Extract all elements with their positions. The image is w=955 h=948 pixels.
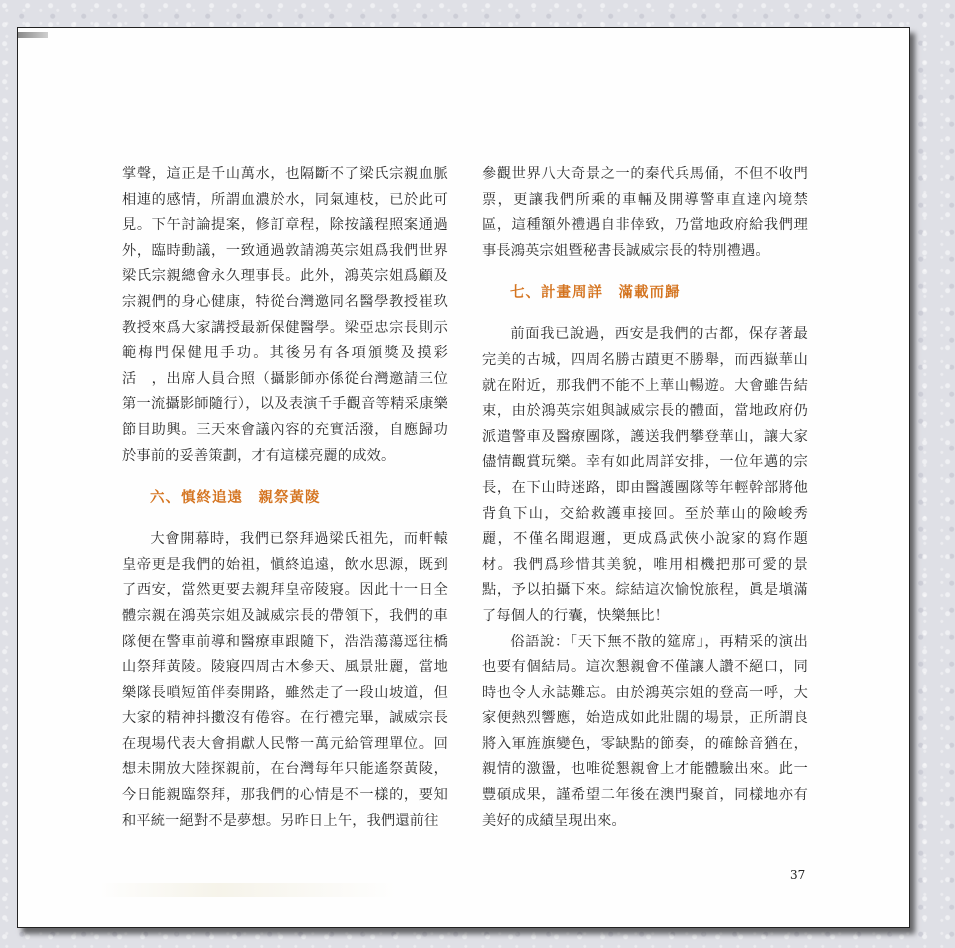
corner-mark — [18, 32, 48, 38]
left-column — [122, 162, 448, 834]
section-heading-6: 六、慎終追遠 親祭黃陵 — [150, 490, 321, 507]
book-page — [17, 27, 910, 928]
section-heading-7: 七、計畫周詳 滿載而歸 — [510, 285, 681, 302]
left-paragraph-2: 大會開幕時，我們已祭拜過梁氏祖先，而軒轅皇帝更是我們的始祖，愼終追遠，飲水思源，既到了西安，當然更要去親拜皇帝陵寢。因此十一日全體宗親在鴻英宗姐及誠威宗長的帶領下，我們的車隊便在警車前導和醫療車跟隨下，浩浩蕩蕩逕往橋山祭拜黃陵。陵寢四周古木參天、風景壯麗，當地樂隊長嗩短笛伴奏開路，雖然走了一段山坡道，但大家的精神抖擻沒有倦容。在行禮完畢，誠威宗長在現場代表大會捐獻人民幣一萬元給管理單位。回想未開放大陸探親前，在台灣每年只能遙祭黃陵，今日能親臨祭拜，那我們的心情是不一樣的，要知和平統一絕對不是夢想。另昨日上午，我們還前往 — [122, 531, 448, 829]
right-paragraph-3: 俗語說：「天下無不散的筵席」，再精采的演出也要有個結局。這次懇親會不僅讓人讚不絕口，同時也令人永誌難忘。由於鴻英宗姐的登高一呼，大家便熱烈響應，始造成如此壯闊的場景，正所謂良將入軍旌旗變色，零缺點的節奏，的確餘音猶在，親情的激盪，也唯從懇親會上才能體驗出來。此一豐碩成果，謹希望二年後在澳門聚首，同樣地亦有美好的成績呈現出來。 — [482, 633, 808, 829]
right-paragraph-1: 參觀世界八大奇景之一的秦代兵馬俑，不但不收門票，更讓我們所乘的車輛及開導警車直達內境禁區，這種額外禮遇自非倖致，乃當地政府給我們理事長鴻英宗姐暨秘書長誠威宗長的特別禮遇。 — [482, 166, 808, 259]
page-number: 37 — [790, 868, 806, 882]
right-paragraph-2: 前面我已說過，西安是我們的古都，保存著最完美的古城，四周名勝古蹟更不勝舉，而西嶽華山就在附近，那我們不能不上華山暢遊。大會雖告結束，由於鴻英宗姐與誠威宗長的體面，當地政府仍派遣警車及醫療團隊，護送我們攀登華山，讓大家儘情觀賞玩樂。幸有如此周詳安排，一位年邁的宗長，在下山時迷路，即由醫護團隊等年輕幹部將他背負下山，交給救護車接回。至於華山的險峻秀麗，不僅名聞遐邇，更成爲武俠小說家的寫作題材。我們爲珍惜其美貌，唯用相機把那可愛的景點，予以拍攝下來。綜結這次愉悅旅程，眞是塡滿了每個人的行囊，快樂無比！ — [482, 326, 808, 624]
left-paragraph-1: 掌聲，這正是千山萬水，也隔斷不了梁氏宗親血脈相連的感情，所謂血濃於水，同氣連枝，已於此可見。下午討論提案，修訂章程，除按議程照案通過外，臨時動議，一致通過敦請鴻英宗姐爲我們世界梁氏宗親總會永久理事長。此外，鴻英宗姐爲顧及宗親們的身心健康，特從台灣邀同名醫學教授崔玖教授來爲大家講授最新保健醫學。梁亞忠宗長則示範梅門保健甩手功。其後另有各項頒獎及摸彩活 ，出席人員合照（攝影師亦係從台灣邀請三位第一流攝影師隨行），以及表演千手觀音等精采康樂節目助興。三天來會議內容的充實活潑，自應歸功於事前的妥善策劃，才有這樣亮麗的成效。 — [122, 166, 448, 464]
right-column — [482, 162, 808, 834]
scan-fade — [98, 883, 398, 897]
